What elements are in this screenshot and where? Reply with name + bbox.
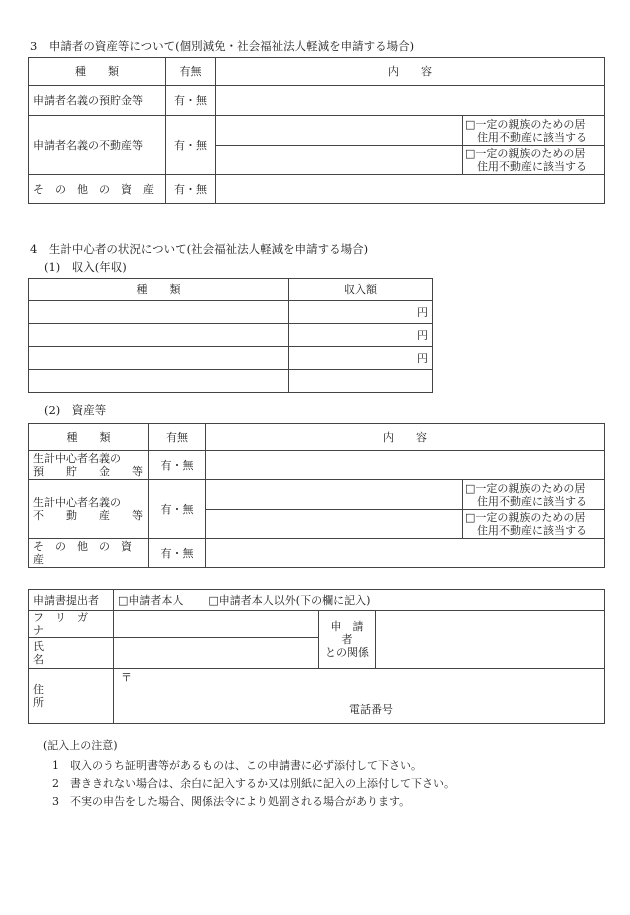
asset-other-content[interactable]	[206, 539, 605, 568]
income-table	[28, 278, 433, 393]
relation-label: 申 請 者 との関係	[319, 611, 376, 669]
asset-row-realestate-label: 生計中心者名義の 不 動 産 等	[29, 480, 149, 539]
income-kind-2[interactable]	[29, 324, 289, 347]
asset-realestate-content-2[interactable]	[206, 510, 463, 539]
relation-input[interactable]	[376, 611, 605, 669]
name-label: 氏 名	[29, 638, 114, 669]
name-input[interactable]	[114, 638, 319, 669]
income-amount-3[interactable]: 円	[289, 347, 433, 370]
section3-title: 3 申請者の資産等について(個別減免・社会福祉法人軽減を申請する場合)	[30, 39, 415, 53]
address-input[interactable]	[114, 669, 605, 724]
income-kind-1[interactable]	[29, 301, 289, 324]
col-kind-header: 種 類	[29, 58, 166, 86]
savings-yesno[interactable]: 有・無	[166, 86, 216, 116]
income-kind-4[interactable]	[29, 370, 289, 393]
asset-residence-check-1[interactable]: □一定の親族のための居 住用不動産に該当する	[463, 480, 605, 510]
income-amount-1[interactable]: 円	[289, 301, 433, 324]
asset-realestate-content-1[interactable]	[206, 480, 463, 510]
residence-check-2[interactable]: □一定の親族のための居 住用不動産に該当する	[463, 146, 605, 175]
col-content-header: 内 容	[216, 58, 605, 86]
asset-title: (2) 資産等	[44, 403, 107, 417]
asset-savings-yesno[interactable]: 有・無	[149, 451, 206, 480]
income-title: (1) 収入(年収)	[44, 260, 127, 274]
income-kind-3[interactable]	[29, 347, 289, 370]
option-self-checkbox[interactable]: □申請者本人	[118, 593, 184, 607]
residence-check-1[interactable]: □一定の親族のための居 住用不動産に該当する	[463, 116, 605, 146]
realestate-content-1[interactable]	[216, 116, 463, 146]
income-col-kind: 種 類	[29, 279, 289, 301]
other-content[interactable]	[216, 175, 605, 204]
asset-row-other-label: そ の 他 の 資 産	[29, 539, 149, 568]
asset-col-kind: 種 類	[29, 424, 149, 451]
asset-col-content: 内 容	[206, 424, 605, 451]
furigana-label: フ リ ガ ナ	[29, 611, 114, 638]
realestate-content-2[interactable]	[216, 146, 463, 175]
section4-title: 4 生計中心者の状況について(社会福祉法人軽減を申請する場合)	[30, 242, 369, 256]
asset-savings-content[interactable]	[206, 451, 605, 480]
row-savings-label: 申請者名義の預貯金等	[29, 86, 166, 116]
furigana-input[interactable]	[114, 611, 319, 638]
note-item-2: 2 書ききれない場合は、余白に記入するか又は別紙に記入の上添付して下さい。	[52, 777, 455, 790]
asset-realestate-yesno[interactable]: 有・無	[149, 480, 206, 539]
asset-row-savings-label: 生計中心者名義の 預 貯 金 等	[29, 451, 149, 480]
section3-table	[28, 57, 605, 204]
row-other-label: そ の 他 の 資 産	[29, 175, 166, 204]
income-col-amount: 収入額	[289, 279, 433, 301]
section4-asset-table	[28, 423, 605, 568]
income-amount-2[interactable]: 円	[289, 324, 433, 347]
note-item-1: 1 収入のうち証明書等があるものは、この申請書に必ず添付して下さい。	[52, 759, 422, 772]
savings-content[interactable]	[216, 86, 605, 116]
row-realestate-label: 申請者名義の不動産等	[29, 116, 166, 175]
asset-residence-check-2[interactable]: □一定の親族のための居 住用不動産に該当する	[463, 510, 605, 539]
realestate-yesno[interactable]: 有・無	[166, 116, 216, 175]
other-yesno[interactable]: 有・無	[166, 175, 216, 204]
submitter-options[interactable]	[114, 590, 605, 611]
address-label: 住 所	[29, 669, 114, 724]
option-other-checkbox[interactable]: □申請者本人以外(下の欄に記入)	[208, 593, 371, 607]
submitter-table	[28, 589, 605, 724]
notes-title: (記入上の注意)	[43, 739, 118, 752]
submitter-label: 申請書提出者	[29, 590, 114, 611]
postal-mark: 〒	[121, 671, 132, 684]
phone-label: 電話番号	[349, 703, 393, 716]
asset-col-yesno: 有無	[149, 424, 206, 451]
note-item-3: 3 不実の申告をした場合、関係法令により処罰される場合があります。	[52, 795, 411, 808]
col-yesno-header: 有無	[166, 58, 216, 86]
income-amount-4[interactable]	[289, 370, 433, 393]
asset-other-yesno[interactable]: 有・無	[149, 539, 206, 568]
